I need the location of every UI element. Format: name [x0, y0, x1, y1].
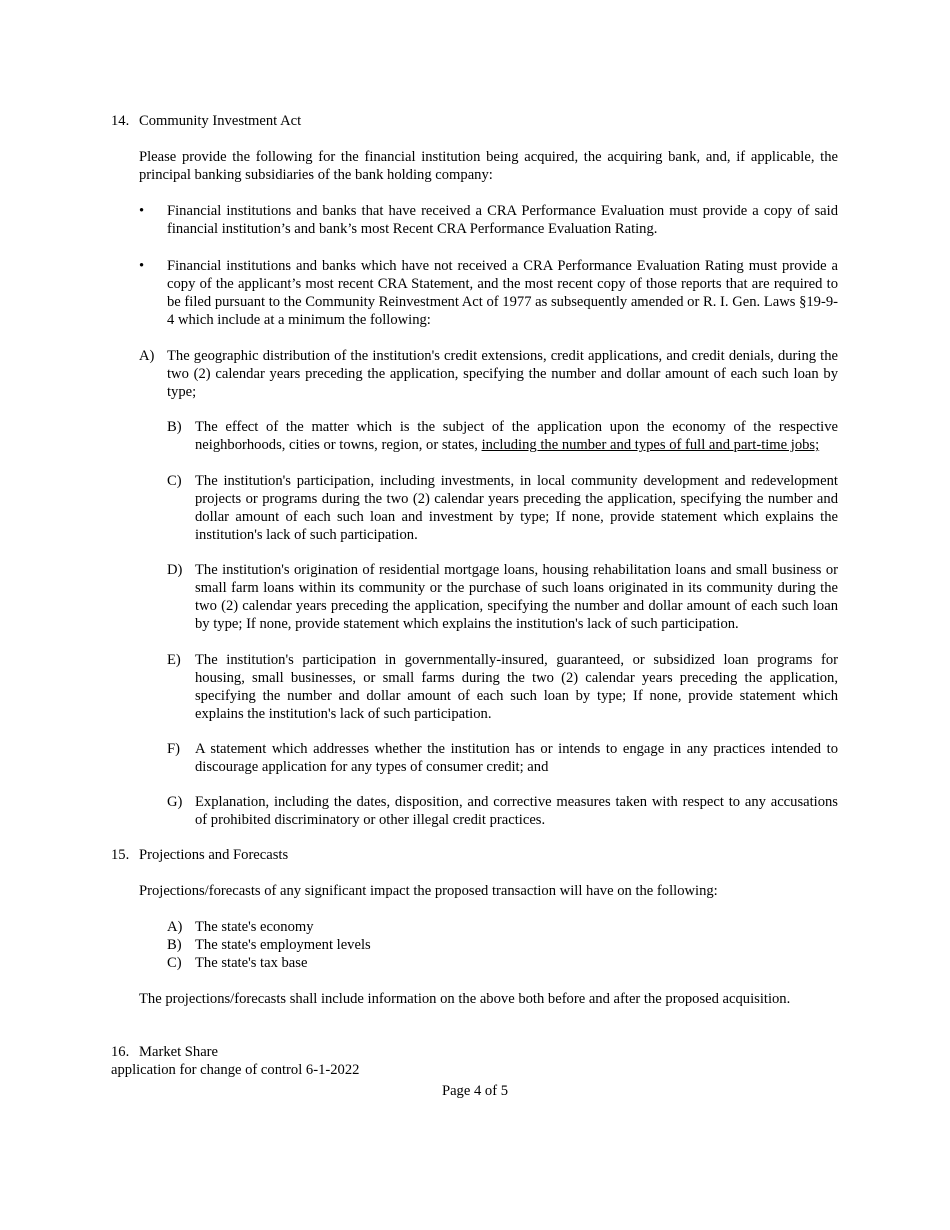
- item-label: D): [167, 562, 183, 578]
- list-item: [167, 936, 838, 954]
- bullet-icon: •: [139, 258, 145, 274]
- list-item: [167, 954, 838, 972]
- section-14-title: Community Investment Act: [139, 113, 302, 129]
- bullet-item: [139, 202, 838, 238]
- list-item-b: [167, 418, 838, 454]
- item-label: C): [167, 473, 182, 489]
- item-text: The state's tax base: [195, 955, 308, 971]
- item-label: C): [167, 955, 182, 971]
- section-15-closing: The projections/forecasts shall include information on the above both before and after the proposed acquisition.: [139, 991, 791, 1007]
- bullet-icon: •: [139, 203, 145, 219]
- bullet-item: [139, 257, 838, 329]
- section-16-number: 16.: [111, 1044, 130, 1060]
- item-text: [195, 418, 838, 454]
- section-14-intro: Please provide the following for the financial institution being acquired, the acquiring bank, and, if applicable, the principal banking subsidiaries of the bank holding company:: [139, 149, 838, 183]
- section-15-number: 15.: [111, 847, 130, 863]
- section-14-number: 14.: [111, 113, 130, 129]
- item-text: The institution's participation in governmentally-insured, guaranteed, or subsidized loan programs for housing, small businesses, or small farms during the two (2) calendar years preceding the application, specifying the number and dollar amount of each such loan by type; If none, provide statement which explains the institution's lack of such participation.: [195, 652, 838, 722]
- item-label: A): [139, 348, 155, 364]
- item-label: E): [167, 652, 181, 668]
- item-text: The state's economy: [195, 919, 314, 935]
- list-item-f: [167, 740, 838, 776]
- section-15-title: Projections and Forecasts: [139, 847, 289, 863]
- list-item-e: [167, 651, 838, 723]
- list-item-a: [139, 347, 838, 401]
- item-text-underlined: including the number and types of full and part-time jobs;: [481, 437, 820, 453]
- item-text: Explanation, including the dates, disposition, and corrective measures taken with respect to any accusations of prohibited discriminatory or other illegal credit practices.: [195, 794, 838, 828]
- item-label: F): [167, 741, 180, 757]
- item-label: B): [167, 419, 182, 435]
- item-text: The state's employment levels: [195, 937, 371, 953]
- document-page: [111, 112, 838, 1061]
- item-label: B): [167, 937, 182, 953]
- list-item-g: [167, 793, 838, 829]
- item-label: A): [167, 919, 183, 935]
- item-label: G): [167, 794, 183, 810]
- item-text: The geographic distribution of the institution's credit extensions, credit applications, and credit denials, during the two (2) calendar years preceding the application, specifying the number and dollar amount of each such loan by type;: [167, 348, 838, 400]
- list-item-d: [167, 561, 838, 633]
- footer-form-name: application for change of control 6-1-2022: [111, 1062, 360, 1078]
- section-15-intro: Projections/forecasts of any significant impact the proposed transaction will have on the following:: [139, 883, 718, 899]
- section-16-heading: [111, 1043, 838, 1061]
- bullet-text-cra-evaluation: Financial institutions and banks that have received a CRA Performance Evaluation must provide a copy of said financial institution’s and bank’s most Recent CRA Performance Evaluation Rating.: [167, 203, 838, 237]
- section-16-title: Market Share: [139, 1044, 219, 1060]
- item-text: A statement which addresses whether the institution has or intends to engage in any practices intended to discourage application for any types of consumer credit; and: [195, 741, 838, 775]
- item-text-plain: The effect of the matter which is the subject of the application upon the economy of the respective neighborhoods, cities or towns, region, or states,: [195, 419, 838, 453]
- list-item: [167, 918, 838, 936]
- item-text: The institution's origination of residential mortgage loans, housing rehabilitation loans and small business or small farm loans within its community or the purchase of such loans originated in its community during the two (2) calendar years preceding the application, specifying the number and dollar amount of each such loan by type; If none, provide statement which explains the institution's lack of such participation.: [195, 562, 838, 632]
- projections-list: [167, 918, 838, 972]
- bullet-text-cra-statement: Financial institutions and banks which have not received a CRA Performance Evaluation Rating must provide a copy of the applicant’s most recent CRA Statement, and the most recent copy of those reports that are required to be filed pursuant to the Community Reinvestment Act of 1977 as subsequently amended or R. I. Gen. Laws §19-9-4 which include at a minimum the following:: [167, 258, 838, 328]
- list-item-c: [167, 472, 838, 544]
- section-15-heading: [111, 846, 838, 864]
- page-number: Page 4 of 5: [441, 1083, 509, 1099]
- item-text: The institution's participation, including investments, in local community development and redevelopment projects or programs during the two (2) calendar years preceding the application, specifying the number and dollar amount of each such loan and investment by type; If none, provide statement which explains the institution's lack of such participation.: [195, 473, 838, 543]
- section-14-heading: [111, 112, 838, 130]
